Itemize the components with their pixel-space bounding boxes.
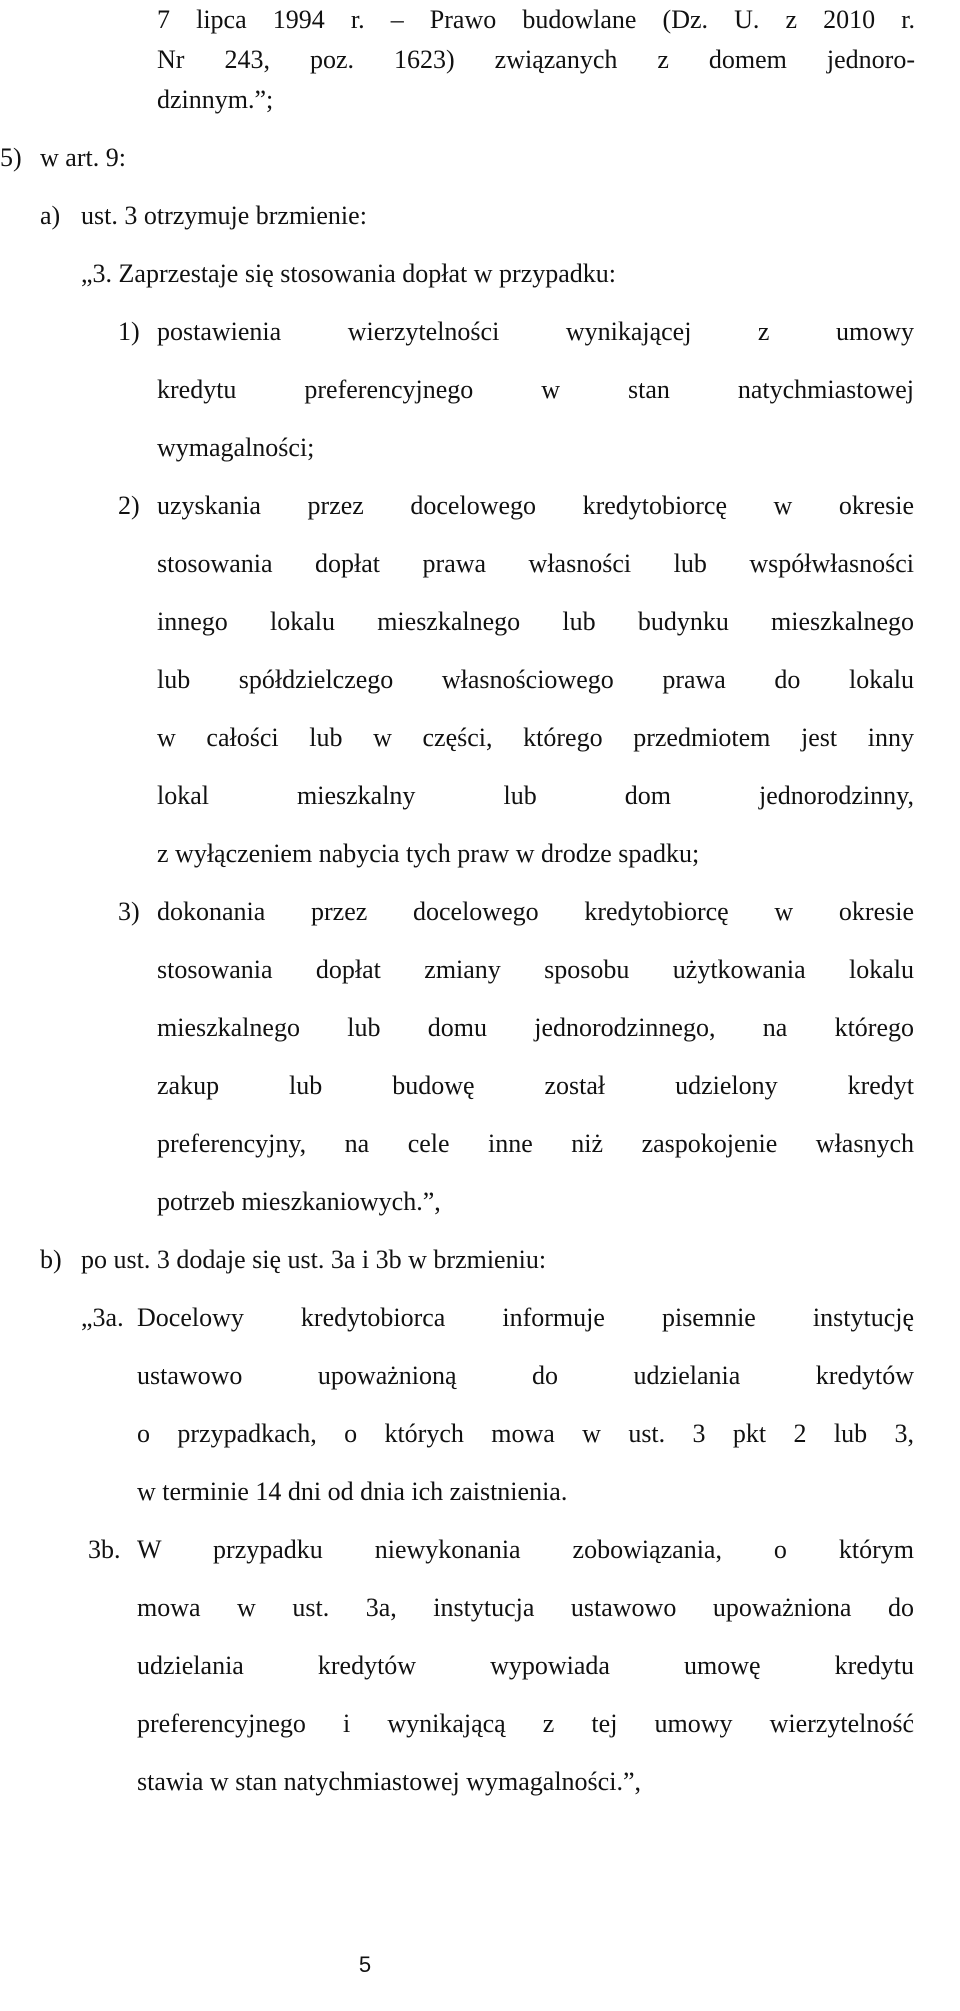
text-line: preferencyjny, na cele inne niż zaspokojenie własnych (157, 1129, 914, 1158)
text-line: dokonania przez docelowego kredytobiorcę w okresie (157, 897, 914, 926)
text-line: dzinnym.”; (157, 85, 274, 114)
text-line: stosowania dopłat zmiany sposobu użytkowania lokalu (157, 955, 914, 984)
text-line: potrzeb mieszkaniowych.”, (157, 1187, 441, 1216)
text-line: mieszkalnego lub domu jednorodzinnego, na którego (157, 1013, 914, 1042)
text-line: po ust. 3 dodaje się ust. 3a i 3b w brzmieniu: (81, 1245, 547, 1274)
text-line: postawienia wierzytelności wynikającej z umowy (157, 317, 914, 346)
item-number: 5) (0, 143, 22, 172)
text-line: udzielania kredytów wypowiada umowę kredytu (137, 1651, 914, 1680)
paragraph-number: 3b. (88, 1535, 121, 1564)
text-line: ust. 3 otrzymuje brzmienie: (81, 201, 367, 230)
text-line: w art. 9: (40, 143, 126, 172)
paragraph-number: „3a. (81, 1303, 124, 1332)
item-number: 2) (118, 491, 140, 520)
text-line: o przypadkach, o których mowa w ust. 3 pkt 2 lub 3, (137, 1419, 914, 1448)
text-line: z wyłączeniem nabycia tych praw w drodze spadku; (157, 839, 700, 868)
text-line: stosowania dopłat prawa własności lub współwłasności (157, 549, 914, 578)
text-line: 7 lipca 1994 r. – Prawo budowlane (Dz. U. z 2010 r. (157, 5, 915, 34)
text-line: Docelowy kredytobiorca informuje pisemnie instytucję (137, 1303, 914, 1332)
item-number: 3) (118, 897, 140, 926)
text-line: lub spółdzielczego własnościowego prawa do lokalu (157, 665, 914, 694)
text-line: uzyskania przez docelowego kredytobiorcę w okresie (157, 491, 914, 520)
text-line: W przypadku niewykonania zobowiązania, o którym (137, 1535, 914, 1564)
text-line: kredytu preferencyjnego w stan natychmiastowej (157, 375, 914, 404)
text-line: wymagalności; (157, 433, 315, 462)
text-line: Nr 243, poz. 1623) związanych z domem jednoro- (157, 45, 915, 74)
text-line: stawia w stan natychmiastowej wymagalności.”, (137, 1767, 641, 1796)
text-line: ustawowo upoważnioną do udzielania kredytów (137, 1361, 914, 1390)
text-line: „3. Zaprzestaje się stosowania dopłat w przypadku: (81, 259, 616, 288)
text-line: w całości lub w części, którego przedmiotem jest inny (157, 723, 914, 752)
text-line: mowa w ust. 3a, instytucja ustawowo upoważniona do (137, 1593, 914, 1622)
text-line: lokal mieszkalny lub dom jednorodzinny, (157, 781, 914, 810)
item-number: 1) (118, 317, 140, 346)
item-letter: a) (40, 201, 61, 230)
text-line: preferencyjnego i wynikającą z tej umowy wierzytelność (137, 1709, 914, 1738)
text-line: w terminie 14 dni od dnia ich zaistnienia. (137, 1477, 568, 1506)
page-number: 5 (358, 1952, 372, 1977)
text-line: innego lokalu mieszkalnego lub budynku mieszkalnego (157, 607, 914, 636)
text-line: zakup lub budowę został udzielony kredyt (157, 1071, 914, 1100)
item-letter: b) (40, 1245, 62, 1274)
